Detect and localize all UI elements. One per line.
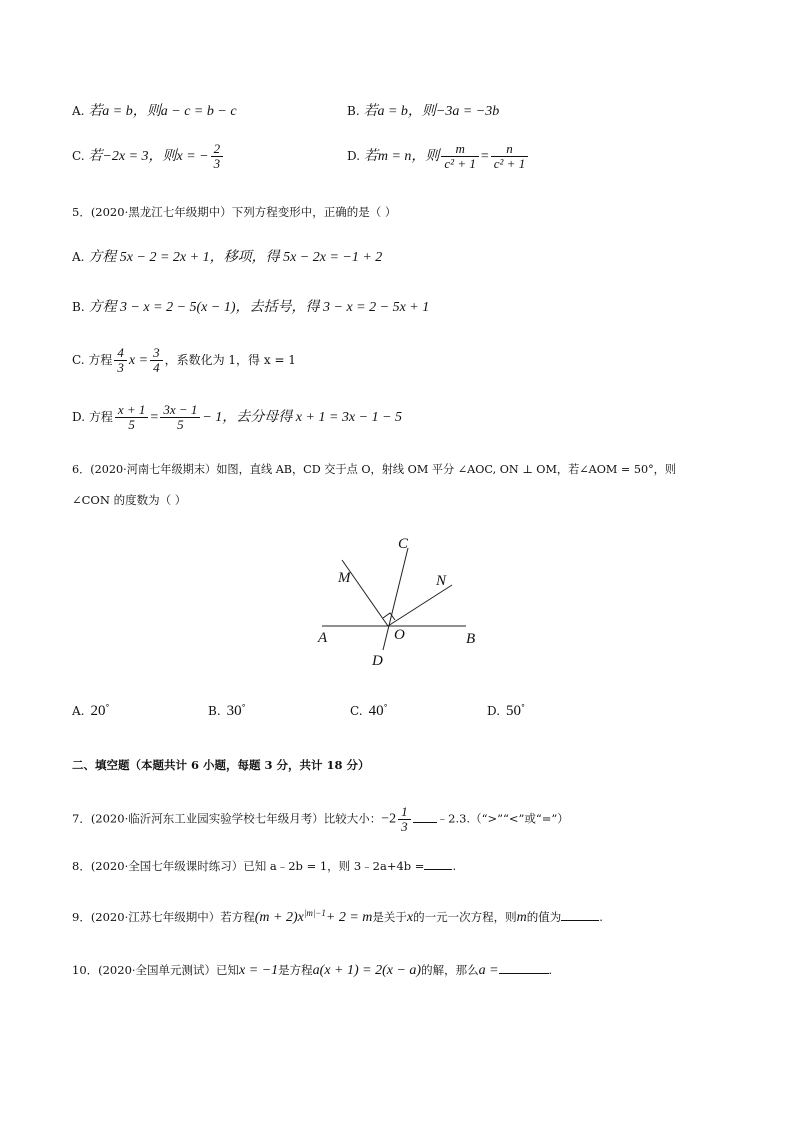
label-c: C (398, 536, 409, 552)
q6-option-a (72, 703, 109, 720)
fraction-denominator: 4 (153, 360, 160, 375)
exponent: |m|−1 (303, 908, 326, 918)
q9-text: 的值为 (526, 909, 562, 924)
q6-stem-line1: 6．(2020·河南七年级期末）如图，直线 AB，CD 交于点 O，射线 OM 平分 ∠AOC, ON ⊥ OM，若∠AOM = 50°，则 (72, 463, 677, 476)
degree-sign: ° (383, 703, 388, 712)
fraction-denominator: 5 (177, 417, 184, 432)
equation-part: x = (128, 353, 149, 368)
fraction (398, 805, 411, 834)
fraction-denominator: c² + 1 (444, 156, 476, 171)
condition: x = −1 (239, 963, 279, 978)
equals-sign: = (480, 149, 489, 164)
fraction-numerator: n (491, 142, 528, 157)
q6-stem-line2: ∠CON 的度数为（ ） (72, 493, 187, 507)
option-letter: A. (72, 704, 85, 718)
q9-period: . (599, 909, 603, 924)
fraction-denominator: 3 (213, 156, 221, 171)
q9-text: 是关于 (372, 909, 407, 924)
answer-blank (499, 961, 549, 974)
q6-option-d (487, 703, 525, 720)
option-letter: C. (72, 149, 85, 163)
degree-sign: ° (521, 703, 526, 712)
option-letter: B. (347, 104, 360, 118)
equation: a(x + 1) = 2(x − a) (312, 963, 422, 978)
q10-period: . (548, 963, 553, 977)
option-letter: B. (72, 300, 85, 314)
q9-stem: 9．(2020·江苏七年级期中）若方程 (72, 909, 255, 924)
label-b: B (466, 631, 476, 647)
fraction-numerator: 2 (211, 142, 224, 157)
q7-stem: 7．(2020·临沂河东工业园实验学校七年级月考）比较大小： (72, 811, 382, 826)
q9-text: 的一元一次方程，则 (413, 909, 517, 924)
equals-sign: = (150, 410, 159, 425)
fraction-numerator: x + 1 (115, 403, 149, 418)
fraction-denominator: c² + 1 (493, 156, 526, 171)
q7-tail: ﹣2.3.（“>”“<”或“=”） (436, 811, 569, 826)
q7 (72, 805, 569, 834)
fraction-numerator: 4 (114, 346, 127, 361)
option-letter: D. (487, 704, 501, 718)
q9 (72, 904, 603, 927)
q6-option-c (350, 703, 388, 720)
option-text-tail: − 1，去分母得 x + 1 = 3x − 1 − 5 (202, 410, 403, 425)
degree-sign: ° (105, 703, 110, 712)
fraction-denominator: 3 (117, 360, 124, 375)
answer-blank (413, 810, 437, 823)
q10-text: 是方程 (278, 963, 313, 977)
variable: x (406, 909, 414, 925)
label-m: M (338, 570, 351, 586)
fraction-numerator: m (441, 142, 478, 157)
q5-stem: 5．(2020·黑龙江七年级期中）下列方程变形中，正确的是（ ） (72, 205, 397, 219)
option-text: 方程 5x − 2 = 2x + 1，移项，得 5x − 2x = −1 + 2 (88, 250, 383, 265)
degree-sign: ° (241, 703, 246, 712)
fraction-numerator: 3 (150, 346, 163, 361)
q10-text: 的解，那么 (421, 963, 479, 977)
option-text: 若a = b，则a − c = b − c (88, 104, 237, 119)
mixed-number-whole: −2 (381, 811, 397, 827)
option-value: 20 (90, 703, 106, 719)
q8 (72, 857, 456, 875)
option-text: 方程 3 − x = 2 − 5(x − 1)，去括号，得 3 − x = 2 − 5x + 1 (88, 300, 430, 315)
option-text: 方程 (88, 353, 113, 367)
option-text: 若a = b，则−3a = −3b (363, 104, 500, 119)
option-letter: B. (208, 704, 221, 718)
answer-blank (424, 857, 452, 870)
q10 (72, 961, 552, 980)
option-value: 30 (226, 703, 242, 719)
fraction-numerator: 3x − 1 (160, 403, 200, 418)
option-value: 50 (506, 703, 522, 719)
q8-period: . (452, 859, 457, 873)
fraction-numerator: 1 (398, 805, 411, 820)
option-text: 若m = n，则 (363, 149, 440, 164)
label-d: D (372, 653, 383, 669)
q10-stem: 10．(2020·全国单元测试）已知 (72, 963, 240, 977)
equation: (m + 2)x (254, 909, 304, 925)
option-letter: A. (72, 104, 85, 118)
section-title: 二、填空题（本题共计 6 小题，每题 3 分，共计 18 分） (72, 758, 370, 772)
q6-option-b (208, 703, 246, 720)
right-angle-mark (383, 613, 395, 620)
label-n: N (436, 573, 447, 589)
fraction-denominator: 3 (401, 819, 408, 834)
option-letter: C. (350, 704, 363, 718)
equation-tail: + 2 = m (325, 909, 373, 925)
label-a: A (318, 630, 328, 646)
option-text: 方程 (88, 410, 113, 424)
option-letter: C. (72, 353, 85, 367)
label-o: O (394, 627, 405, 643)
question-variable: a = (478, 963, 499, 978)
option-letter: D. (347, 149, 361, 163)
option-text: 若−2x = 3，则x = − (88, 149, 209, 164)
option-letter: A. (72, 250, 85, 264)
q8-stem: 8．(2020·全国七年级课时练习）已知 a﹣2b = 1，则 3﹣2a+4b = (72, 859, 425, 873)
option-text-tail: ，系数化为 1，得 x = 1 (164, 353, 296, 367)
variable: m (516, 909, 527, 925)
option-letter: D. (72, 410, 86, 424)
option-value: 40 (368, 703, 384, 719)
fraction-denominator: 5 (128, 417, 135, 432)
answer-blank (561, 908, 599, 921)
